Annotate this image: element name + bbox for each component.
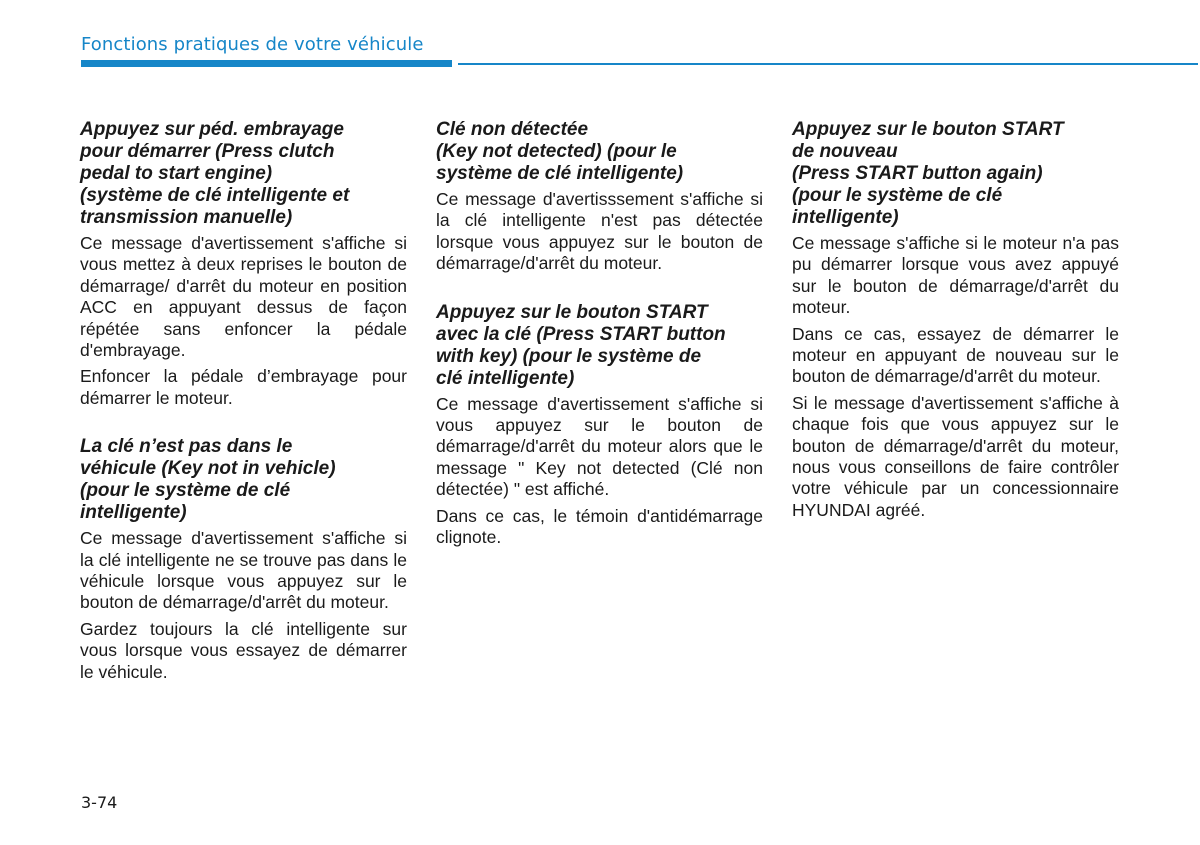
section-heading: Appuyez sur péd. embrayage pour démarrer (Press clutch pedal to start engine) (système de clé intelligente et transmission manuelle) [80,119,350,228]
section-press-start-again [792,119,1119,521]
header-rule-thick [81,60,452,67]
section-heading: Appuyez sur le bouton START de nouveau (Press START button again) (pour le système de clé intelligente) [792,119,1064,228]
page-number: 3-74 [81,793,118,812]
body-paragraph: Ce message d'avertisssement s'affiche si la clé intelligente n'est pas détectée lorsque vous appuyez sur le bouton de démarrage/d'arrêt du moteur. [436,189,763,274]
body-paragraph: Enfoncer la pédale d’embrayage pour démarrer le moteur. [80,366,407,408]
body-paragraph: Gardez toujours la clé intelligente sur vous lorsque vous essayez de démarrer le véhicule. [80,618,407,682]
section-key-not-detected [436,119,763,275]
section-clutch-pedal [80,119,407,409]
text-column-2 [436,119,763,548]
header-rule-thin [458,63,1198,65]
page-header-title: Fonctions pratiques de votre véhicule [81,34,424,55]
section-key-not-in-vehicle [80,436,407,683]
section-heading: La clé n’est pas dans le véhicule (Key not in vehicle) (pour le système de clé intelligente) [80,436,336,524]
text-column-3 [792,119,1119,521]
text-column-1 [80,119,407,683]
body-paragraph: Ce message d'avertissement s'affiche si vous appuyez sur le bouton de démarrage/d'arrêt du moteur alors que le message " Key not detected (Clé non détectée) " est affiché. [436,393,763,500]
body-paragraph: Ce message d'avertissement s'affiche si la clé intelligente ne se trouve pas dans le véhicule lorsque vous appuyez sur le bouton de démarrage/d'arrêt du moteur. [80,528,407,613]
body-paragraph: Ce message s'affiche si le moteur n'a pas pu démarrer lorsque vous avez appuyé sur le bouton de démarrage/d'arrêt du moteur. [792,233,1119,318]
section-heading: Appuyez sur le bouton START avec la clé (Press START button with key) (pour le système de clé intelligente) [436,301,726,389]
section-press-start-with-key [436,302,763,549]
body-paragraph: Si le message d'avertissement s'affiche à chaque fois que vous appuyez sur le bouton de démarrage/d'arrêt du moteur, nous vous conseillons de faire contrôler votre véhicule par un concessionnaire HYUNDAI agréé. [792,392,1119,520]
section-heading: Clé non détectée (Key not detected) (pour le système de clé intelligente) [436,119,684,184]
body-paragraph: Dans ce cas, essayez de démarrer le moteur en appuyant de nouveau sur le bouton de démarrage/d'arrêt du moteur. [792,323,1119,387]
body-paragraph: Ce message d'avertissement s'affiche si vous mettez à deux reprises le bouton de démarrage/ d'arrêt du moteur en position ACC en appuyant dessus de façon répétée sans enfoncer la pédale d'embrayage. [80,233,407,361]
body-paragraph: Dans ce cas, le témoin d'antidémarrage clignote. [436,505,763,548]
